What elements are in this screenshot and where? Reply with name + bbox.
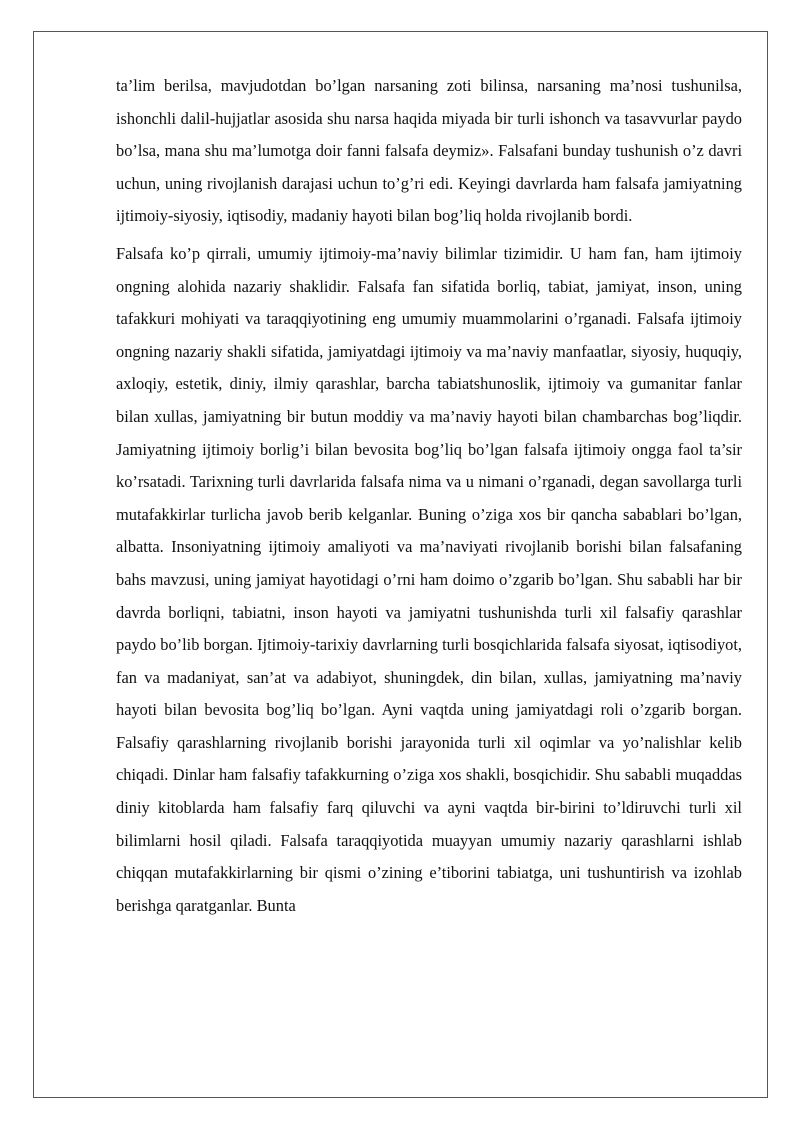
document-body <box>116 70 742 922</box>
paragraph-2: Falsafa ko’p qirrali, umumiy ijtimoiy-ma’naviy bilimlar tizimidir. U ham fan, ham ijtimoiy ongning alohida nazariy shaklidir. Falsafa fan sifatida borliq, tabiat, jamiyat, inson, uning tafakkuri mohiyati va taraqqiyotining eng umumiy muammolarini o’rganadi. Falsafa ijtimoiy ongning nazariy shakli sifatida, jamiyatdagi ijtimoiy va ma’naviy manfaatlar, siyosiy, huquqiy, axloqiy, estetik, diniy, ilmiy qarashlar, barcha tabiatshunoslik, ijtimoiy va gumanitar fanlar bilan xullas, jamiyatning bir butun moddiy va ma’naviy hayoti bilan chambarchas bog’liqdir. Jamiyatning ijtimoiy borlig’i bilan bevosita bog’liq bo’lgan falsafa ijtimoiy ongga faol ta’sir ko’rsatadi. Tarixning turli davrlarida falsafa nima va u nimani o’rganadi, degan savollarga turli mutafakkirlar turlicha javob berib kelganlar. Buning o’ziga xos bir qancha sabablari bo’lgan, albatta. Insoniyatning ijtimoiy amaliyoti va ma’naviyati rivojlanib borishi bilan falsafaning bahs mavzusi, uning jamiyat hayotidagi o’rni ham doimo o’zgarib bo’lgan. Shu sababli har bir davrda borliqni, tabiatni, inson hayoti va jamiyatni tushunishda turli xil falsafiy qarashlar paydo bo’lib borgan. Ijtimoiy-tarixiy davrlarning turli bosqichlarida falsafa siyosat, iqtisodiyot, fan va madaniyat, san’at va adabiyot, shuningdek, din bilan, xullas, jamiyatning ma’naviy hayoti bilan bevosita bog’liq bo’lgan. Ayni vaqtda uning jamiyatdagi roli o’zgarib borgan. Falsafiy qarashlarning rivojlanib borishi jarayonida turli xil oqimlar va yo’nalishlar kelib chiqadi. Dinlar ham falsafiy tafakkurning o’ziga xos shakli, bosqichidir. Shu sababli muqaddas diniy kitoblarda ham falsafiy farq qiluvchi va ayni vaqtda bir-birini to’ldiruvchi turli xil bilimlarni hosil qiladi. Falsafa taraqqiyotida muayyan umumiy nazariy qarashlarni ishlab chiqqan mutafakkirlarning bir qismi o’zining e’tiborini tabiatga, uni tushuntirish va izohlab berishga qaratganlar. Bunta <box>116 243 742 915</box>
paragraph-1: ta’lim berilsa, mavjudotdan bo’lgan narsaning zoti bilinsa, narsaning ma’nosi tushunilsa, ishonchli dalil-hujjatlar asosida shu narsa haqida miyada bir turli ishonch va tasavvurlar paydo bo’lsa, mana shu ma’lumotga doir fanni falsafa deymiz». Falsafani bunday tushunish o’z davri uchun, uning rivojlanish darajasi uchun to’g’ri edi. Keyingi davrlarda ham falsafa jamiyatning ijtimoiy-siyosiy, iqtisodiy, madaniy hayoti bilan bog’liq holda rivojlanib bordi. <box>116 76 742 226</box>
